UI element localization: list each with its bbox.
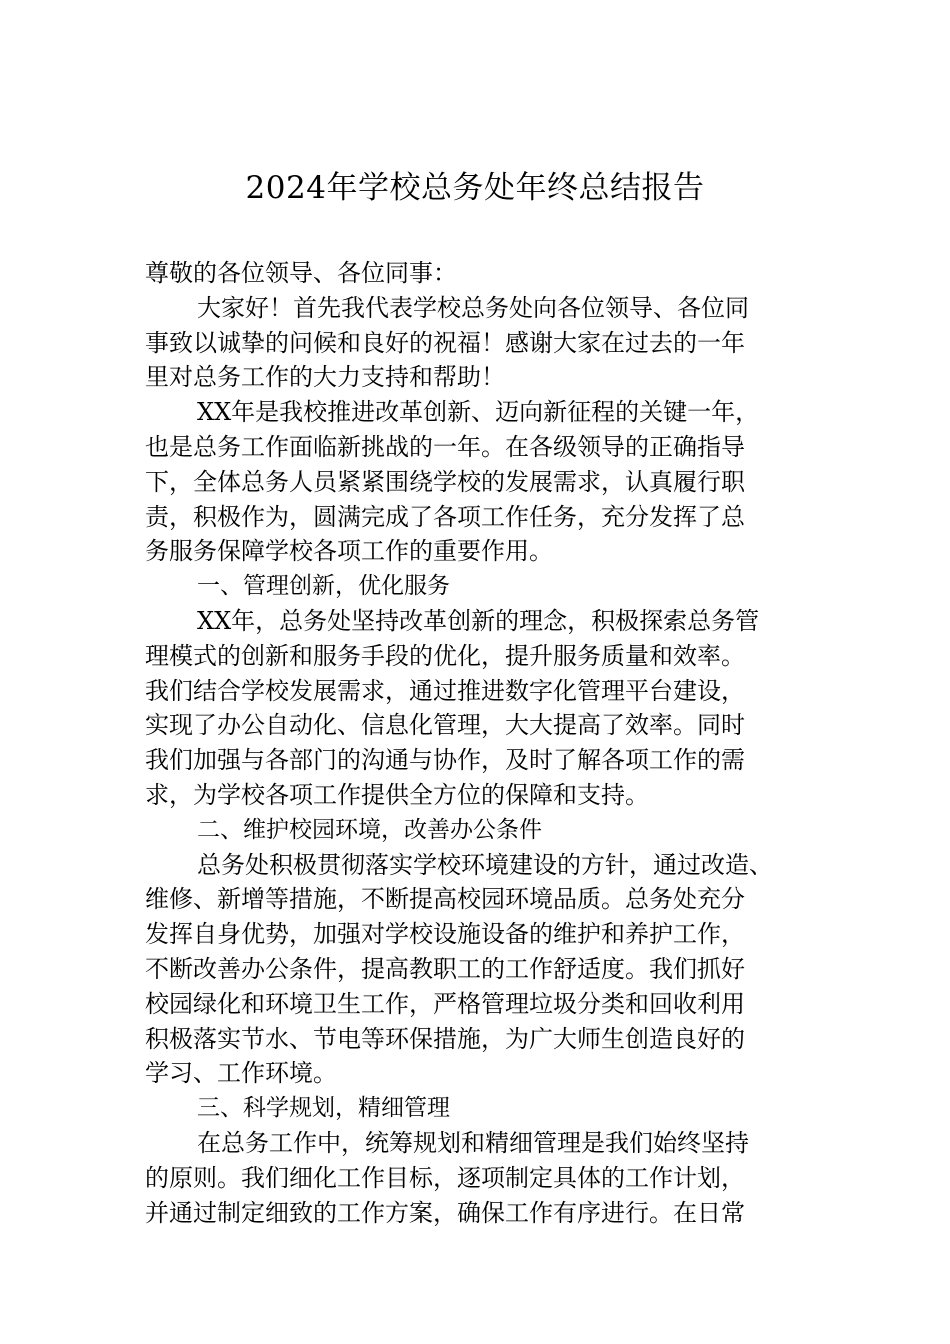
text-line: 维修、新增等措施，不断提高校园环境品质。总务处充分 bbox=[145, 885, 745, 914]
text-line: 下，全体总务人员紧紧围绕学校的发展需求，认真履行职 bbox=[145, 467, 745, 496]
section-heading: 二、维护校园环境，改善办公条件 bbox=[197, 816, 542, 843]
text-line: 不断改善办公条件，提高教职工的工作舒适度。我们抓好 bbox=[145, 954, 745, 983]
text-line: 积极落实节水、节电等环保措施，为广大师生创造良好的 bbox=[145, 1024, 745, 1053]
section-heading: 一、管理创新，优化服务 bbox=[197, 573, 450, 600]
text-line: 务服务保障学校各项工作的重要作用。 bbox=[145, 537, 553, 566]
text-line: 的原则。我们细化工作目标，逐项制定具体的工作计划， bbox=[145, 1163, 745, 1192]
text-line: 在总务工作中，统筹规划和精细管理是我们始终坚持 bbox=[197, 1128, 749, 1157]
text-line: 实现了办公自动化、信息化管理，大大提高了效率。同时 bbox=[145, 711, 745, 740]
document-body bbox=[145, 256, 820, 1230]
text-line: 并通过制定细致的工作方案，确保工作有序进行。在日常 bbox=[145, 1198, 745, 1227]
text-line: XX年，总务处坚持改革创新的理念，积极探索总务管 bbox=[197, 606, 760, 635]
text-line: 大家好！首先我代表学校总务处向各位领导、各位同 bbox=[197, 293, 749, 322]
text-line: 学习、工作环境。 bbox=[145, 1059, 337, 1088]
section-heading: 三、科学规划，精细管理 bbox=[197, 1095, 450, 1122]
text-line: 里对总务工作的大力支持和帮助！ bbox=[145, 363, 505, 392]
text-line: 校园绿化和环境卫生工作，严格管理垃圾分类和回收利用 bbox=[145, 989, 745, 1018]
text-line: 也是总务工作面临新挑战的一年。在各级领导的正确指导 bbox=[145, 432, 745, 461]
text-line: 我们结合学校发展需求，通过推进数字化管理平台建设， bbox=[145, 676, 745, 705]
text-line: 求，为学校各项工作提供全方位的保障和支持。 bbox=[145, 780, 649, 809]
text-line: 事致以诚挚的问候和良好的祝福！感谢大家在过去的一年 bbox=[145, 328, 745, 357]
text-line: 总务处积极贯彻落实学校环境建设的方针，通过改造、 bbox=[197, 850, 773, 879]
text-line: 尊敬的各位领导、各位同事： bbox=[145, 259, 457, 287]
text-line: 发挥自身优势，加强对学校设施设备的维护和养护工作， bbox=[145, 920, 745, 949]
text-line: 我们加强与各部门的沟通与协作，及时了解各项工作的需 bbox=[145, 746, 745, 775]
text-line: XX年是我校推进改革创新、迈向新征程的关键一年， bbox=[197, 398, 760, 427]
document-title: 2024年学校总务处年终总结报告 bbox=[245, 170, 705, 206]
text-line: 理模式的创新和服务手段的优化，提升服务质量和效率。 bbox=[145, 641, 745, 670]
text-line: 责，积极作为，圆满完成了各项工作任务，充分发挥了总 bbox=[145, 502, 745, 531]
